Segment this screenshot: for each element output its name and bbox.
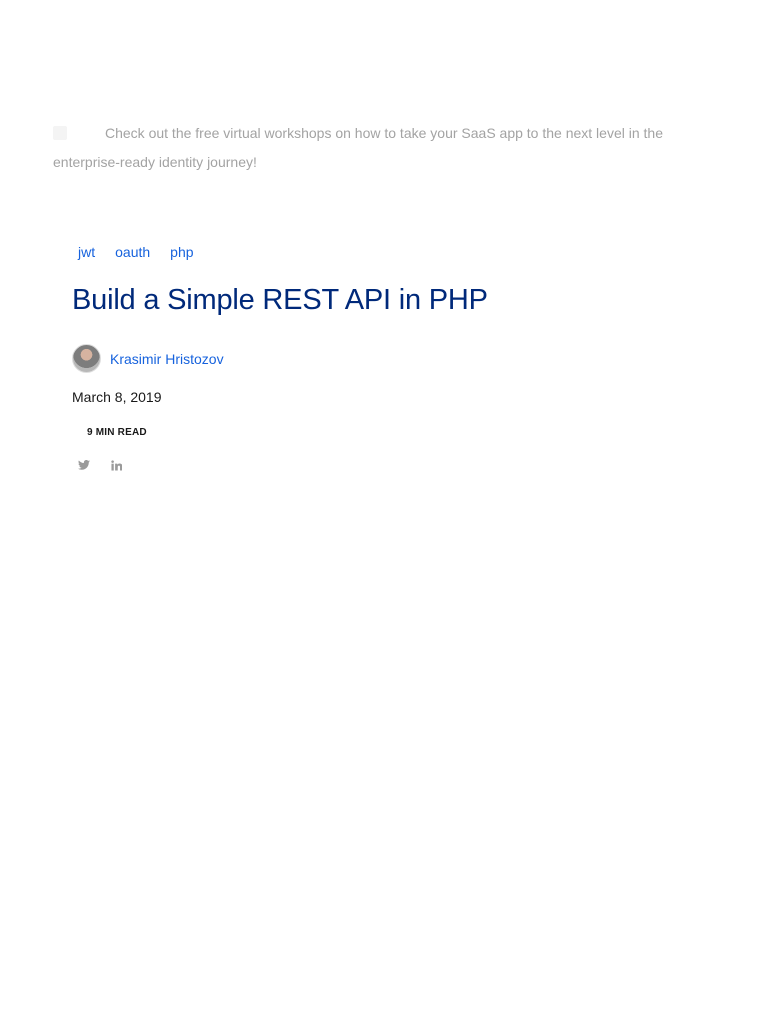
banner-text[interactable]: Check out the free virtual workshops on how to take your SaaS app to the next level in the enterprise-ready identity journey! [53,125,663,170]
publish-date: March 8, 2019 [72,389,162,405]
tag-jwt[interactable]: jwt [78,244,96,260]
author-name[interactable]: Krasimir Hristozov [110,350,224,367]
read-time: 9 MIN READ [87,427,147,438]
tag-php[interactable]: php [170,244,194,260]
banner-icon [53,126,67,140]
author-byline [72,344,224,373]
linkedin-icon[interactable] [109,458,123,472]
workshop-banner[interactable] [53,119,733,177]
tag-list [78,242,194,262]
tag-oauth[interactable]: oauth [115,244,151,260]
author-avatar[interactable] [72,344,101,373]
article-title: Build a Simple REST API in PHP [72,284,488,316]
share-links [77,458,123,472]
twitter-icon[interactable] [77,458,91,472]
